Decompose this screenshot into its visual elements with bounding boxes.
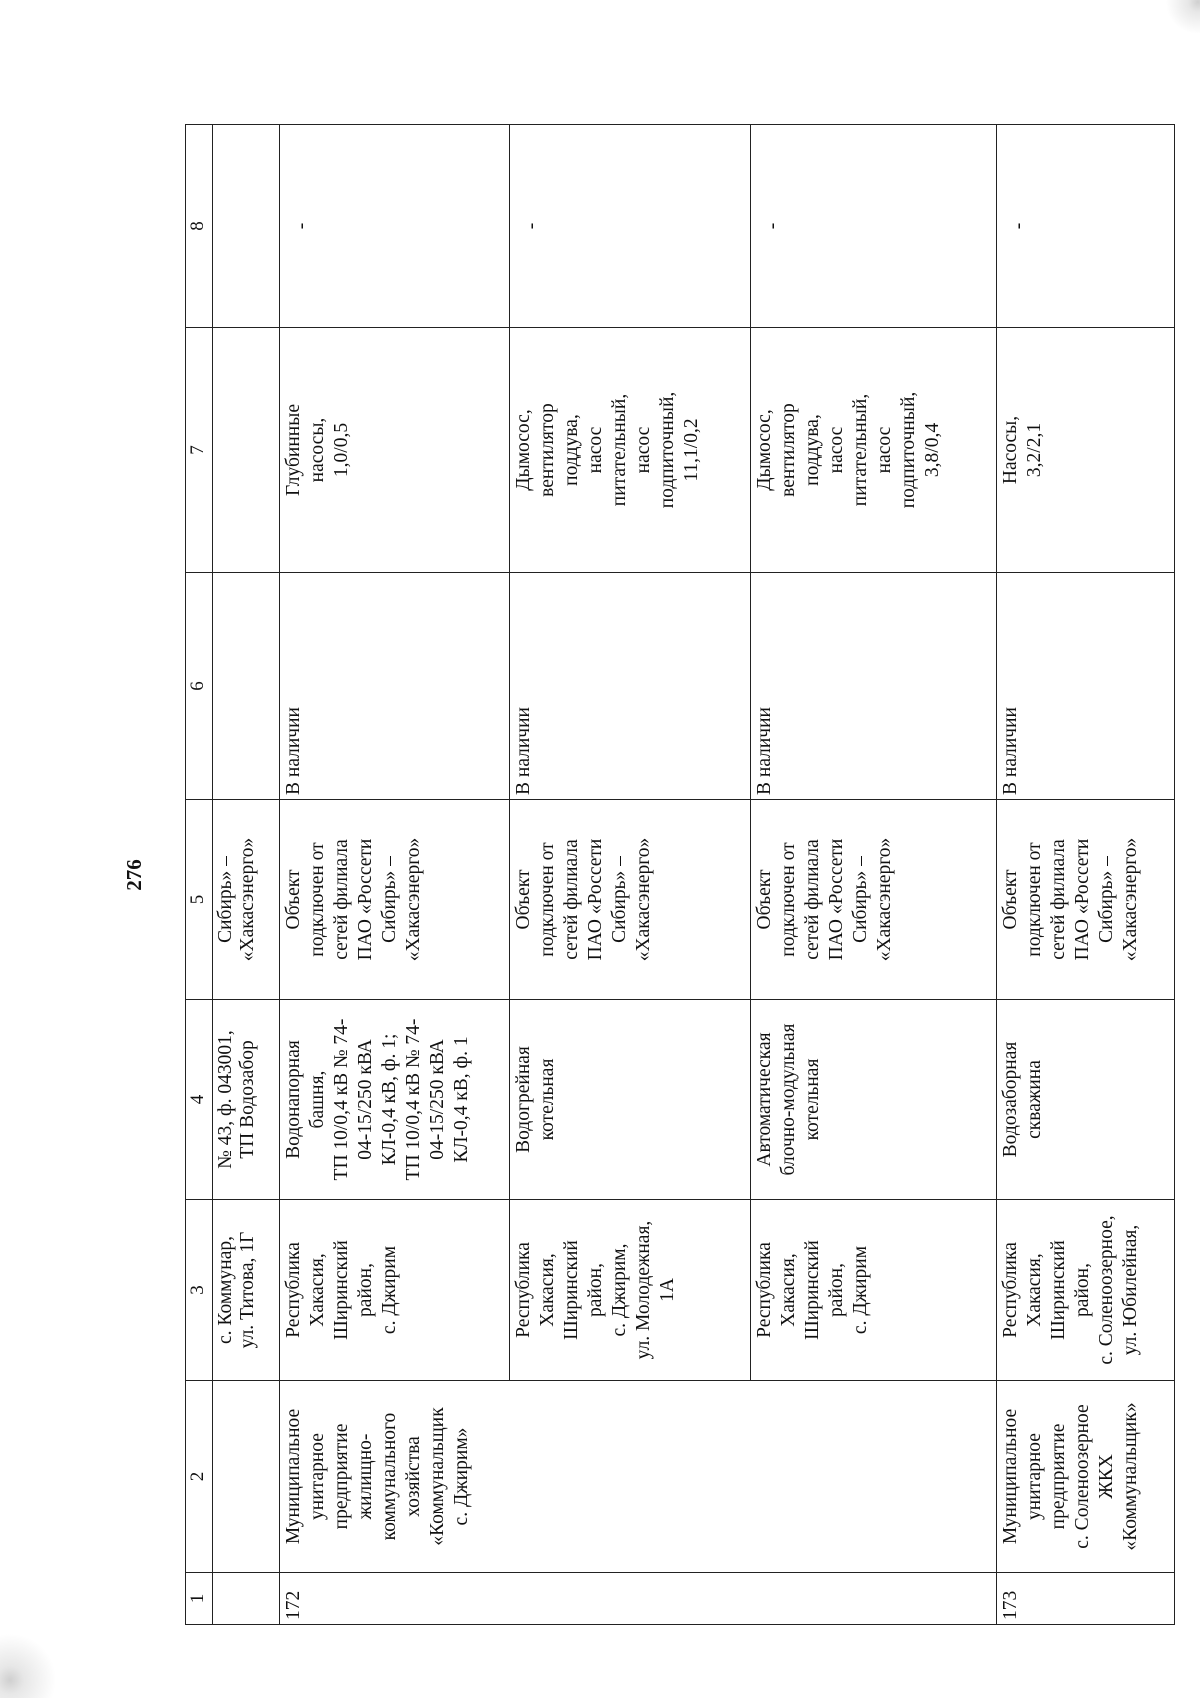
cell-status: В наличии (751, 573, 997, 800)
cell-status (213, 573, 280, 800)
cell-supply: Объект подключен от сетей филиала ПАО «Россети Сибирь» – «Хакасэнерго» (997, 800, 1175, 1000)
cell-object: Водозаборная скважина (997, 1000, 1175, 1200)
cell-object: Водогрейная котельная (510, 1000, 751, 1200)
cell-object: № 43, ф. 043001, ТП Водозабор (213, 1000, 280, 1200)
header-cell: 8 (186, 125, 213, 328)
cell-address: Республика Хакасия, Ширинский район, с. Соленоозерное, ул. Юбилейная, (997, 1200, 1175, 1381)
header-cell: 7 (186, 328, 213, 573)
cell-status: В наличии (997, 573, 1175, 800)
cell-equipment: Глубинные насосы, 1,0/0,5 (280, 328, 510, 573)
header-cell: 4 (186, 1000, 213, 1200)
cell-num: 173 (997, 1573, 1175, 1625)
header-cell: 5 (186, 800, 213, 1000)
cell-equipment: Насосы, 3,2/2,1 (997, 328, 1175, 573)
header-cell: 6 (186, 573, 213, 800)
cell-supply: Объект подключен от сетей филиала ПАО «Россети Сибирь» – «Хакасэнерго» (510, 800, 751, 1000)
cell-equipment (213, 328, 280, 573)
continuation-row (213, 125, 280, 1625)
cell-object: Водонапорная башня, ТП 10/0,4 кВ № 74- 04-15/250 кВА КЛ-0,4 кВ, ф. 1; ТП 10/0,4 кВ № 74- 04-15/250 кВА КЛ-0,4 кВ, ф. 1 (280, 1000, 510, 1200)
cell-equipment: Дымосос, вентилятор поддува, насос питательный, насос подпиточный, 3,8/0,4 (751, 328, 997, 573)
cell-col8: - (751, 125, 997, 328)
cell-status: В наличии (280, 573, 510, 800)
document-table-rotated (185, 125, 1141, 1625)
cell-col8: - (510, 125, 751, 328)
cell-status: В наличии (510, 573, 751, 800)
cell-object: Автоматическая блочно-модульная котельная (751, 1000, 997, 1200)
cell-col8: - (997, 125, 1175, 328)
cell-address: Республика Хакасия, Ширинский район, с. Джирим (751, 1200, 997, 1381)
header-cell: 2 (186, 1381, 213, 1573)
cell-equipment: Дымосос, вентилятор поддува, насос питательный, насос подпиточный, 11,1/0,2 (510, 328, 751, 573)
header-cell: 1 (186, 1573, 213, 1625)
scan-artifact (0, 1560, 60, 1698)
cell-supply: Объект подключен от сетей филиала ПАО «Россети Сибирь» – «Хакасэнерго» (280, 800, 510, 1000)
header-row (186, 125, 213, 1625)
table-row-172-1 (280, 125, 510, 1625)
data-table (185, 124, 1175, 1625)
cell-org (213, 1381, 280, 1573)
page-number: 276 (122, 859, 146, 891)
header-cell: 3 (186, 1200, 213, 1381)
cell-supply: Объект подключен от сетей филиала ПАО «Россети Сибирь» – «Хакасэнерго» (751, 800, 997, 1000)
cell-org: Муниципальное унитарное предприятие жилищно- коммунального хозяйства «Коммунальщик с. Джирим» (280, 1381, 997, 1573)
cell-num: 172 (280, 1573, 997, 1625)
scan-artifact (1160, 0, 1200, 40)
table-row-173 (997, 125, 1175, 1625)
cell-num (213, 1573, 280, 1625)
cell-supply: Сибирь» – «Хакасэнерго» (213, 800, 280, 1000)
cell-address: Республика Хакасия, Ширинский район, с. Джирим (280, 1200, 510, 1381)
cell-col8: - (280, 125, 510, 328)
cell-address: с. Коммунар, ул. Титова, 1Г (213, 1200, 280, 1381)
cell-org: Муниципальное унитарное предприятие с. Соленоозерное ЖКХ «Коммунальщик» (997, 1381, 1175, 1573)
cell-col8 (213, 125, 280, 328)
cell-address: Республика Хакасия, Ширинский район, с. Джирим, ул. Молодежная, 1А (510, 1200, 751, 1381)
